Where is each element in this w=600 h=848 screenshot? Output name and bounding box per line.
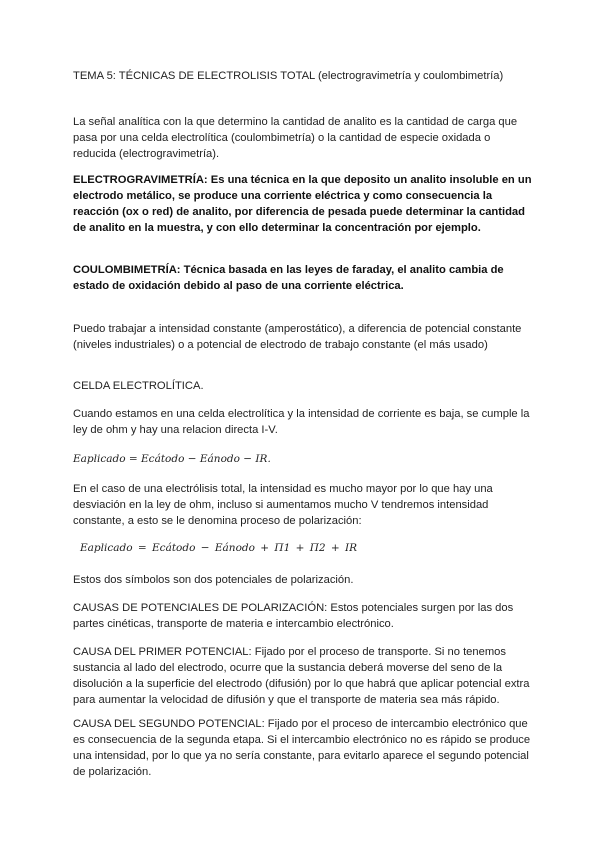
celda-paragraph: Cuando estamos en una celda electrolítica y la intensidad de corriente es baja, se cumple la ley de ohm y hay una relacion directa I-V. [73,408,530,436]
causas-paragraph: CAUSAS DE POTENCIALES DE POLARIZACIÓN: Estos potenciales surgen por las dos partes cinéticas, transporte de materia e intercambio electrónico. [73,602,514,630]
page-title: TEMA 5: TÉCNICAS DE ELECTROLISIS TOTAL (electrogravimetría y coulombimetría) [73,70,504,82]
electrogravimetria-text: Es una técnica en la que deposito un analito insoluble en un electrodo metálico, se produce una corriente eléctrica y como consecuencia la reacción (ox o red) de analito, por diferencia de pesada puede determinar la cantidad de analito en la muestra, y con ello determinar la concentración por ejemplo. [73,174,532,234]
intro-paragraph: La señal analítica con la que determino la cantidad de analito es la cantidad de carga que pasa por una celda electrolítica (coulombimetría) o la cantidad de especie oxidada o reducida (electrogravimetría). [73,116,518,160]
equation-polarization: Eaplicado = Ecátodo − Eánodo + Π1 + Π2 + IR [80,542,358,554]
causa-segundo-potencial-paragraph: CAUSA DEL SEGUNDO POTENCIAL: Fijado por el proceso de intercambio electrónico que es consecuencia de la segunda etapa. Si el intercambio electrónico no es rápido se produce una intensidad, por lo que ya no sería constante, para evitarlo aparece el segundo potencial de polarización. [73,718,531,778]
modos-paragraph: Puedo trabajar a intensidad constante (amperostático), a diferencia de potencial constante (niveles industriales) o a potencial de electrodo de trabajo constante (el más usado) [73,323,522,351]
simbolos-paragraph: Estos dos símbolos son dos potenciales de polarización. [73,574,354,586]
electrolisis-total-paragraph: En el caso de una electrólisis total, la intensidad es mucho mayor por lo que hay una desviación en la ley de ohm, incluso si aumentamos mucho V tendremos intensidad constante, a esto se le denomina proceso de polarización: [73,483,493,527]
celda-heading: CELDA ELECTROLÍTICA. [73,380,204,392]
electrogravimetria-term: ELECTROGRAVIMETRÍA: [73,174,208,186]
electrogravimetria-paragraph [73,172,533,236]
coulombimetria-text: Técnica basada en las leyes de faraday, el analito cambia de estado de oxidación debido al paso de una corriente eléctrica. [73,264,504,292]
coulombimetria-term: COULOMBIMETRÍA: [73,264,181,276]
coulombimetria-paragraph [73,262,533,294]
causa-primer-potencial-paragraph: CAUSA DEL PRIMER POTENCIAL: Fijado por el proceso de transporte. Si no tenemos sustancia al lado del electrodo, ocurre que la sustancia deberá moverse del seno de la disolución a la superficie del electrodo (difusión) por lo que habrá que aplicar potencial extra para aumentar la velocidad de difusión y que el transporte de materia sea más rápido. [73,646,530,706]
equation-ohm: Eaplicado = Ecátodo − Eánodo − IR. [73,453,271,465]
